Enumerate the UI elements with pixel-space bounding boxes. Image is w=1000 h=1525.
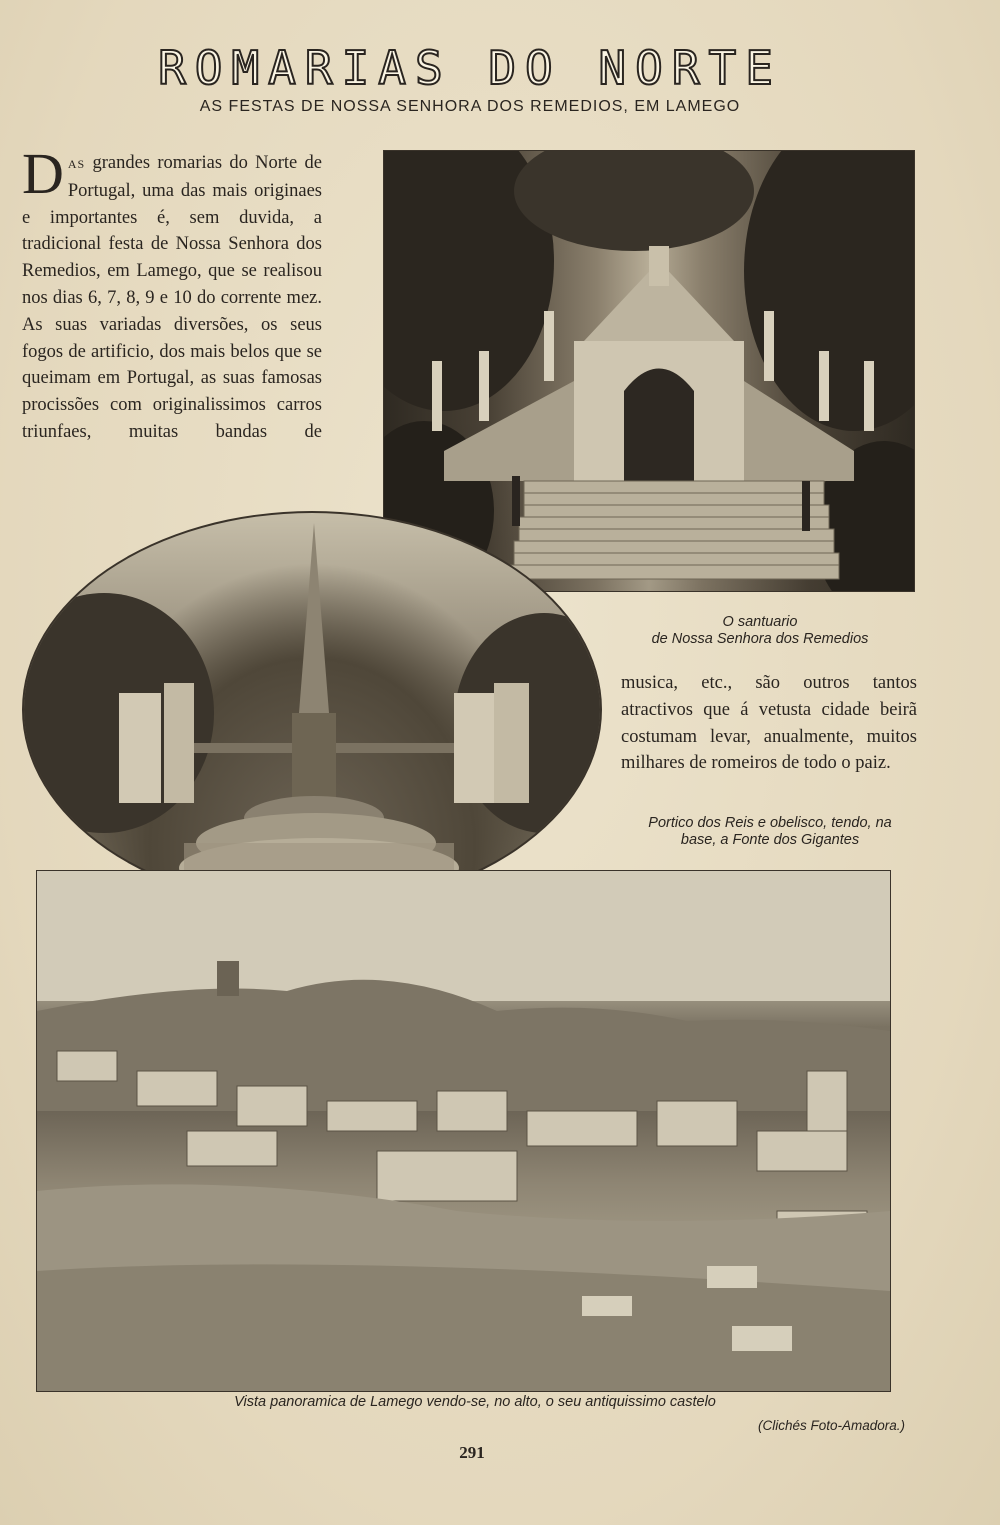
panorama-photo — [36, 870, 891, 1392]
santuario-caption-line2: de Nossa Senhora dos Remedios — [651, 631, 869, 647]
continuation-paragraph: musica, etc., são outros tantos atractivos que á vetusta cidade beirã costumam levar, anualmente, muitos milhares de romeiros de todo o paiz. — [621, 673, 917, 774]
santuario-photo — [383, 150, 915, 592]
page-number: 291 — [459, 1443, 485, 1462]
santuario-caption-line1: O santuario — [722, 614, 798, 630]
portico-photo — [22, 511, 602, 908]
santuario-caption — [630, 614, 890, 648]
portico-caption-line1: Portico dos Reis e obelisco, tendo, na — [648, 815, 892, 831]
portico-illustration — [24, 513, 600, 906]
santuario-illustration — [384, 151, 914, 591]
portico-caption — [625, 815, 915, 849]
portico-caption-line2: base, a Fonte dos Gigantes — [680, 832, 860, 848]
panorama-caption: Vista panoramica de Lamego vendo-se, no alto, o seu antiquissimo castelo — [234, 1394, 716, 1410]
drop-cap-rest: AS — [67, 157, 86, 171]
panorama-illustration — [37, 871, 890, 1391]
photo-credit: (Clichés Foto-Amadora.) — [757, 1418, 905, 1433]
page-subtitle: AS FESTAS DE NOSSA SENHORA DOS REMEDIOS, EM LAMEGO — [199, 98, 741, 115]
page-title: ROMARIAS DO NORTE — [158, 41, 782, 95]
intro-paragraph — [22, 141, 322, 446]
drop-cap: D — [22, 141, 64, 206]
intro-text: grandes romarias do Norte de Portugal, uma das mais originaes e importantes é, sem duvida, a tradicional festa de Nossa Senhora dos Remedios, em Lamego, que se realisou nos dias 6, 7, 8, 9 e 10 do corrente mez. As suas variadas diversões, os seus fogos de artificio, dos mais belos que se queimam em Portugal, as suas famosas procissões com originalissimos carros triunfaes, muitas bandas de — [22, 153, 322, 442]
